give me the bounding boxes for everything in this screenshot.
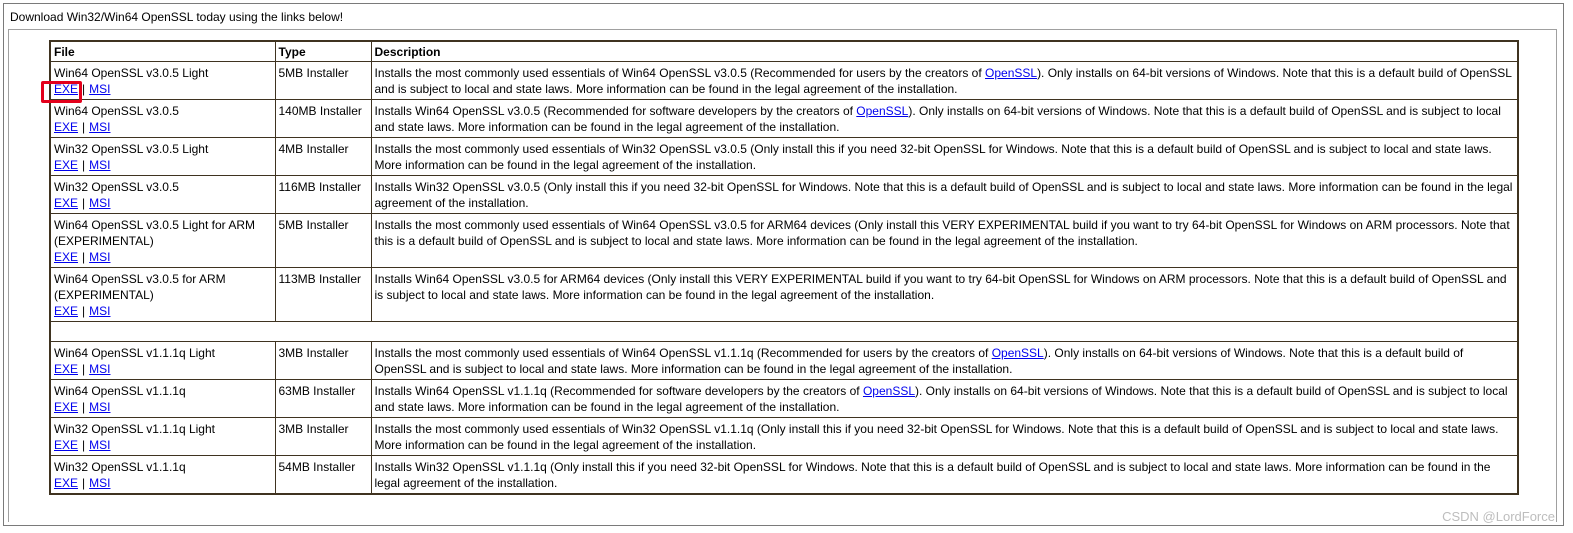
table-row (50, 268, 1518, 322)
description-text-continued: ). Only installs on 64-bit versions of Windows. Note that this is a default build of OpenSSL and is subject to local and state laws. More information can be found in the legal agreement of the installation. (374, 346, 1464, 376)
type-cell: 5MB Installer (275, 62, 371, 100)
msi-link[interactable]: MSI (89, 362, 111, 376)
msi-link[interactable]: MSI (89, 438, 111, 452)
msi-link[interactable]: MSI (89, 250, 111, 264)
description-cell (371, 62, 1518, 100)
download-links (54, 195, 272, 211)
download-links (54, 119, 272, 135)
exe-link[interactable]: EXE (54, 158, 79, 172)
group-separator-row (50, 322, 1518, 342)
link-separator: | (82, 120, 86, 134)
openssl-link[interactable]: OpenSSL (862, 384, 916, 398)
intro-text: Download Win32/Win64 OpenSSL today using the links below! (10, 10, 344, 24)
file-name: Win64 OpenSSL v3.0.5 for ARM (EXPERIMENTAL) (54, 272, 226, 302)
description-cell (371, 176, 1518, 214)
file-name: Win64 OpenSSL v3.0.5 Light (54, 66, 209, 80)
file-name: Win32 OpenSSL v1.1.1q (54, 460, 186, 474)
file-cell (50, 268, 275, 322)
description-text: Installs the most commonly used essentials of Win64 OpenSSL v3.0.5 for ARM64 devices (Only install this VERY EXPERIMENTAL build if you want to try 64-bit OpenSSL for Windows on ARM processors. Note that this is a default build of OpenSSL and is subject to local and state laws. More information can be found in the legal agreement of the installation. (374, 218, 1510, 248)
type-cell: 113MB Installer (275, 268, 371, 322)
description-text: Installs the most commonly used essentials of Win64 OpenSSL v3.0.5 (Recommended for users by the creators of (374, 66, 986, 80)
table-row (50, 342, 1518, 380)
table-row (50, 138, 1518, 176)
link-separator: | (82, 158, 86, 172)
description-text-continued: ). Only installs on 64-bit versions of Windows. Note that this is a default build of OpenSSL and is subject to local and state laws. More information can be found in the legal agreement of the installation. (374, 384, 1508, 414)
file-name: Win64 OpenSSL v3.0.5 Light for ARM (EXPERIMENTAL) (54, 218, 255, 248)
download-links (54, 249, 272, 265)
description-text: Installs Win32 OpenSSL v3.0.5 (Only install this if you need 32-bit OpenSSL for Windows. Note that this is a default build of OpenSSL and is subject to local and state laws. More information can be found in the legal agreement of the installation. (374, 180, 1513, 210)
file-cell (50, 62, 275, 100)
msi-link[interactable]: MSI (89, 476, 111, 490)
description-cell (371, 100, 1518, 138)
openssl-link[interactable]: OpenSSL (991, 346, 1044, 360)
description-cell (371, 138, 1518, 176)
header-description: Description (371, 41, 1518, 62)
link-separator: | (82, 438, 86, 452)
msi-link[interactable]: MSI (89, 82, 111, 96)
description-text: Installs the most commonly used essentials of Win64 OpenSSL v1.1.1q (Recommended for users by the creators of (374, 346, 992, 360)
file-cell (50, 138, 275, 176)
description-text: Installs the most commonly used essentials of Win32 OpenSSL v3.0.5 (Only install this if you need 32-bit OpenSSL for Windows. Note that this is a default build of OpenSSL and is subject to local and state laws. More information can be found in the legal agreement of the installation. (374, 142, 1492, 172)
openssl-link[interactable]: OpenSSL (985, 66, 1038, 80)
header-type: Type (275, 41, 371, 62)
file-name: Win64 OpenSSL v3.0.5 (54, 104, 179, 118)
description-cell (371, 418, 1518, 456)
file-name: Win64 OpenSSL v1.1.1q (54, 384, 186, 398)
link-separator: | (82, 362, 86, 376)
table-row (50, 380, 1518, 418)
link-separator: | (82, 304, 86, 318)
file-name: Win32 OpenSSL v3.0.5 Light (54, 142, 209, 156)
msi-link[interactable]: MSI (89, 400, 111, 414)
link-separator: | (82, 250, 86, 264)
table-row (50, 100, 1518, 138)
table-row (50, 214, 1518, 268)
exe-link[interactable]: EXE (54, 196, 79, 210)
description-text: Installs Win32 OpenSSL v1.1.1q (Only install this if you need 32-bit OpenSSL for Windows. Note that this is a default build of OpenSSL and is subject to local and state laws. More information can be found in the legal agreement of the installation. (374, 460, 1491, 490)
exe-link[interactable]: EXE (54, 82, 79, 96)
exe-link[interactable]: EXE (54, 250, 79, 264)
msi-link[interactable]: MSI (89, 196, 111, 210)
type-cell: 116MB Installer (275, 176, 371, 214)
exe-link[interactable]: EXE (54, 400, 79, 414)
download-links (54, 361, 272, 377)
table-row (50, 176, 1518, 214)
download-links (54, 303, 272, 319)
description-text: Installs Win64 OpenSSL v3.0.5 (Recommended for software developers by the creators of (374, 104, 857, 118)
openssl-link[interactable]: OpenSSL (856, 104, 909, 118)
group-separator (50, 322, 1518, 342)
type-cell: 140MB Installer (275, 100, 371, 138)
file-cell (50, 214, 275, 268)
type-cell: 5MB Installer (275, 214, 371, 268)
header-file: File (50, 41, 275, 62)
watermark: CSDN @LordForce (1442, 509, 1555, 524)
file-name: Win32 OpenSSL v3.0.5 (54, 180, 179, 194)
description-text: Installs Win64 OpenSSL v3.0.5 for ARM64 devices (Only install this VERY EXPERIMENTAL build if you want to try 64-bit OpenSSL for Windows on ARM processors. Note that this is a default build of OpenSSL and is subject to local and state laws. More information can be found in the legal agreement of the installation. (374, 272, 1507, 302)
description-text: Installs the most commonly used essentials of Win32 OpenSSL v1.1.1q (Only install this if you need 32-bit OpenSSL for Windows. Note that this is a default build of OpenSSL and is subject to local and state laws. More information can be found in the legal agreement of the installation. (374, 422, 1499, 452)
exe-link[interactable]: EXE (54, 304, 79, 318)
link-separator: | (82, 476, 86, 490)
file-cell (50, 100, 275, 138)
file-cell (50, 342, 275, 380)
msi-link[interactable]: MSI (89, 120, 111, 134)
description-text: Installs Win64 OpenSSL v1.1.1q (Recommended for software developers by the creators of (374, 384, 863, 398)
download-links (54, 81, 272, 97)
description-cell (371, 380, 1518, 418)
exe-link[interactable]: EXE (54, 438, 79, 452)
file-name: Win64 OpenSSL v1.1.1q Light (54, 346, 215, 360)
link-separator: | (82, 196, 86, 210)
type-cell: 3MB Installer (275, 342, 371, 380)
download-links (54, 157, 272, 173)
download-links (54, 399, 272, 415)
file-cell (50, 418, 275, 456)
link-separator: | (82, 400, 86, 414)
type-cell: 54MB Installer (275, 456, 371, 495)
exe-link[interactable]: EXE (54, 120, 79, 134)
type-cell: 4MB Installer (275, 138, 371, 176)
description-cell (371, 268, 1518, 322)
type-cell: 3MB Installer (275, 418, 371, 456)
download-links (54, 437, 272, 453)
description-cell (371, 342, 1518, 380)
table-row (50, 418, 1518, 456)
table-row (50, 456, 1518, 495)
description-cell (371, 214, 1518, 268)
file-cell (50, 456, 275, 495)
file-name: Win32 OpenSSL v1.1.1q Light (54, 422, 215, 436)
type-cell: 63MB Installer (275, 380, 371, 418)
file-cell (50, 380, 275, 418)
description-text-continued: ). Only installs on 64-bit versions of Windows. Note that this is a default build of OpenSSL and is subject to local and state laws. More information can be found in the legal agreement of the installation. (374, 66, 1512, 96)
description-cell (371, 456, 1518, 495)
exe-highlight-box (41, 81, 82, 103)
file-cell (50, 176, 275, 214)
msi-link[interactable]: MSI (89, 304, 111, 318)
msi-link[interactable]: MSI (89, 158, 111, 172)
downloads-table (49, 40, 1519, 495)
download-links (54, 475, 272, 491)
exe-link[interactable]: EXE (54, 362, 79, 376)
link-separator: | (82, 82, 86, 96)
description-text-continued: ). Only installs on 64-bit versions of Windows. Note that this is a default build of OpenSSL and is subject to local and state laws. More information can be found in the legal agreement of the installation. (374, 104, 1501, 134)
table-header-row (50, 41, 1518, 62)
table-row (50, 62, 1518, 100)
exe-link[interactable]: EXE (54, 476, 79, 490)
